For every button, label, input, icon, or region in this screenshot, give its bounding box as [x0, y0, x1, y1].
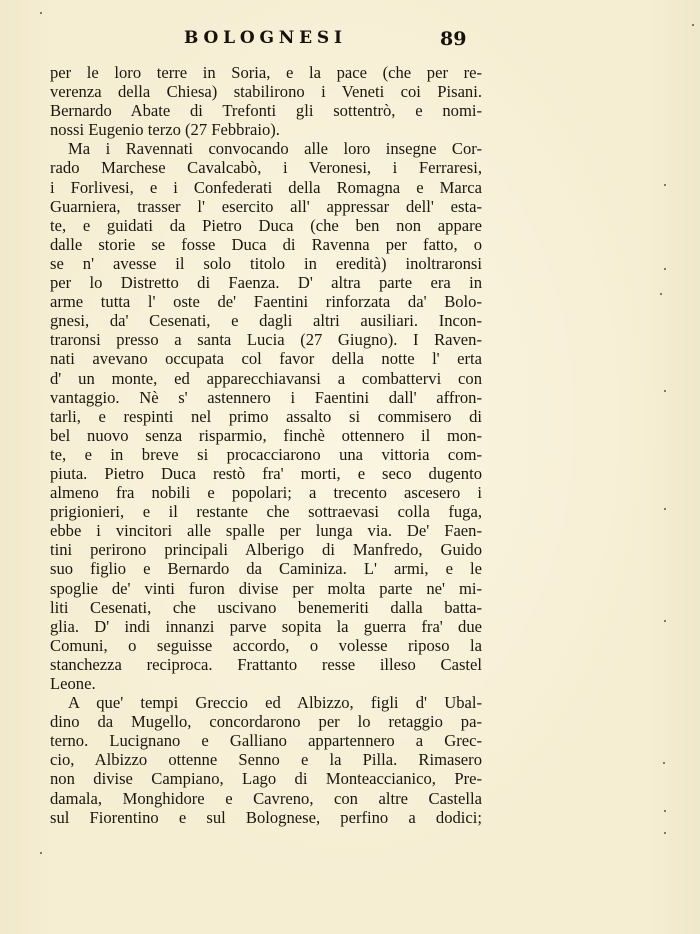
- text-line: tini perirono principali Alberigo di Manfredo, Guido: [50, 540, 482, 560]
- speck-mark: [40, 852, 42, 854]
- text-line: vantaggio. Nè s' astennero i Faentini dall' affron-: [50, 387, 482, 407]
- text-line: stanchezza reciproca. Frattanto resse illeso Castel: [50, 654, 482, 674]
- text-line: per lo Distretto di Faenza. D' altra parte era in: [50, 273, 482, 293]
- text-line: rado Marchese Cavalcabò, i Veronesi, i Ferraresi,: [50, 158, 482, 178]
- text-line: dino da Mugello, concordarono per lo retaggio pa-: [50, 712, 482, 732]
- text-line: i Forlivesi, e i Confederati della Romagna e Marca: [50, 177, 482, 197]
- speck-mark: [664, 268, 666, 270]
- text-line: nossi Eugenio terzo (27 Febbraio).: [50, 120, 280, 140]
- text-line: traronsi presso a santa Lucia (27 Giugno). I Raven-: [50, 330, 482, 350]
- text-line: A que' tempi Greccio ed Albizzo, figli d' Ubal-: [68, 693, 482, 713]
- text-line: te, e guidati da Pietro Duca (che ben non appare: [50, 215, 482, 235]
- speck-mark: [664, 810, 666, 812]
- text-line: Leone.: [50, 674, 96, 693]
- text-line: damala, Monghidore e Cavreno, con altre Castella: [50, 788, 482, 808]
- text-line: non divise Campiano, Lago di Monteaccianico, Pre-: [50, 769, 482, 789]
- text-line: sul Fiorentino e sul Bolognese, perfino a dodici;: [50, 807, 482, 827]
- text-line: gnesi, da' Cesenati, e dagli altri ausiliari. Incon-: [50, 311, 482, 331]
- text-line: verenza della Chiesa) stabilirono i Veneti coi Pisani.: [50, 82, 482, 102]
- text-line: ebbe i vincitori alle spalle per lunga via. De' Faen-: [50, 521, 482, 541]
- text-line: dalle storie se fosse Duca di Ravenna per fatto, o: [50, 234, 482, 254]
- text-line: terno. Lucignano e Galliano appartennero a Grec-: [50, 731, 482, 751]
- text-line: piuta. Pietro Duca restò fra' morti, e seco dugento: [50, 463, 482, 483]
- text-line: arme tutta l' oste de' Faentini rinforzata da' Bolo-: [50, 292, 482, 312]
- speck-mark: [664, 390, 666, 392]
- speck-mark: [660, 293, 662, 295]
- text-line: almeno fra nobili e popolari; a trecento ascesero i: [50, 483, 482, 503]
- text-line: Ma i Ravennati convocando alle loro insegne Cor-: [68, 139, 482, 159]
- text-line: glia. D' indi innanzi parve sopita la guerra fra' due: [50, 616, 482, 636]
- speck-mark: [664, 620, 666, 622]
- text-line: liti Cesenati, che uscivano benemeriti dalla batta-: [50, 597, 482, 617]
- text-line: bel nuovo senza risparmio, finchè ottennero il mon-: [50, 425, 482, 445]
- speck-mark: [664, 508, 666, 510]
- text-line: spoglie de' vinti furon divise per molta parte ne' mi-: [50, 578, 482, 598]
- text-line: te, e in breve si procacciarono una vittoria com-: [50, 444, 482, 464]
- text-line: se n' avesse il solo titolo in eredità) inoltraronsi: [50, 253, 482, 273]
- speck-mark: [664, 184, 666, 186]
- page-number: 89: [440, 28, 467, 50]
- text-line: nati avevano occupata col favor della notte l' erta: [50, 349, 482, 369]
- text-line: Guarniera, trasser l' esercito all' appressar dell' esta-: [50, 196, 482, 216]
- text-line: per le loro terre in Soria, e la pace (che per re-: [50, 63, 482, 82]
- text-line: d' un monte, ed apparecchiavansi a combattervi con: [50, 368, 482, 388]
- text-line: cio, Albizzo ottenne Senno e la Pilla. Rimasero: [50, 750, 482, 770]
- text-line: suo figlio e Bernardo da Caminiza. L' armi, e le: [50, 559, 482, 579]
- speck-mark: [40, 12, 42, 14]
- body-text: [50, 63, 482, 827]
- speck-mark: [692, 24, 694, 26]
- running-title: BOLOGNESI: [184, 28, 347, 48]
- text-line: Bernardo Abate di Trefonti gli sottentrò, e nomi-: [50, 101, 482, 121]
- text-line: prigionieri, e il restante che sottraevasi colla fuga,: [50, 502, 482, 522]
- text-line: Comuni, o seguisse accordo, o volesse riposo la: [50, 635, 482, 655]
- text-line: tarli, e respinti nel primo assalto si commisero di: [50, 406, 482, 426]
- speck-mark: [664, 832, 666, 834]
- speck-mark: [663, 762, 665, 764]
